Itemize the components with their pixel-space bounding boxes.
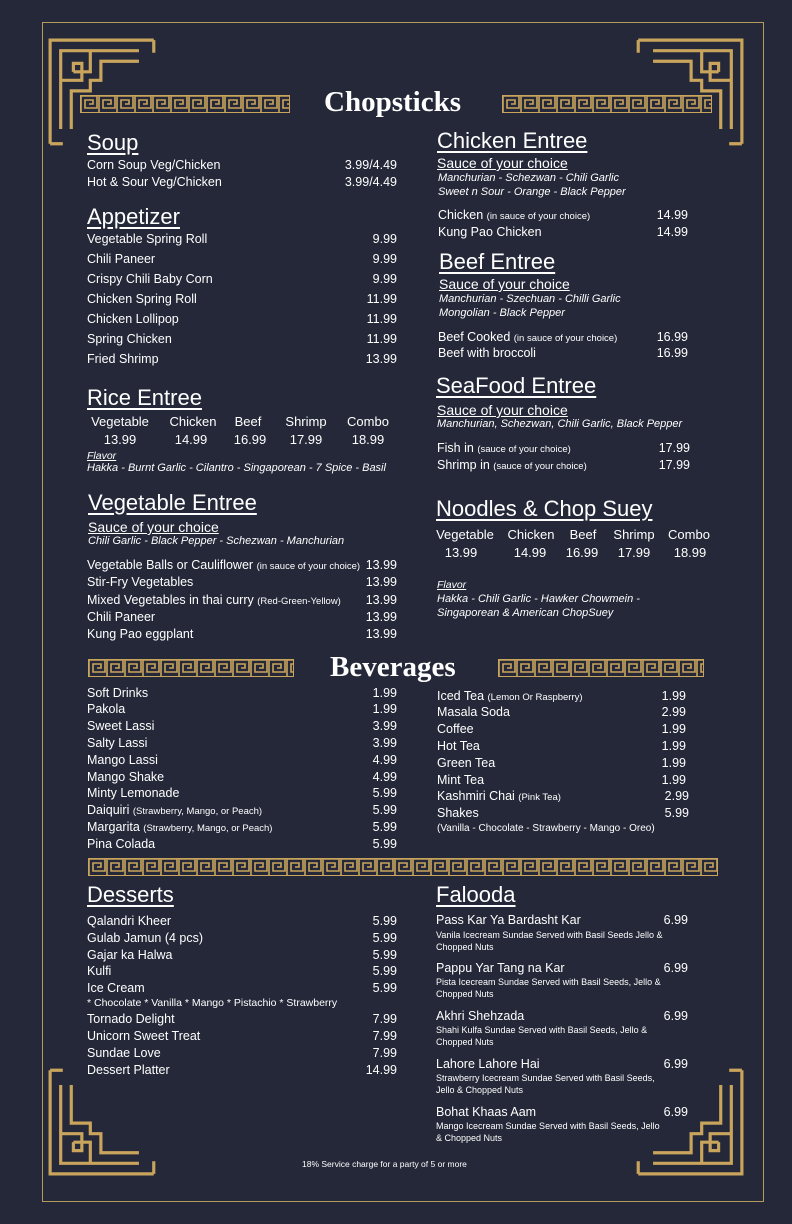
item-price: 6.99 [663,1057,688,1071]
item-price: 9.99 [372,272,397,286]
beverage-item [437,705,686,721]
noodles-prices [433,545,713,561]
item-name: Hot & Sour Veg/Chicken [87,175,222,189]
shakes-flavors: (Vanilla - Chocolate - Strawberry - Mango - Oreo) [437,823,655,834]
menu-item [87,252,397,268]
falooda-item [436,1057,688,1073]
beef-entree-heading: Beef Entree [439,249,556,274]
falooda-item [436,1105,688,1121]
noodles-flavor-label: Flavor [437,579,467,591]
item-name: Soft Drinks [87,686,149,700]
rice-protein-headers [87,414,397,430]
price-value: 17.99 [617,545,651,560]
beverage-item [437,773,686,789]
sauce-label: Sauce of your choice [437,155,568,171]
item-name: Shrimp in (sauce of your choice) [437,458,587,472]
beverage-item [87,719,397,735]
menu-item [87,292,397,308]
item-name: Kung Pao Chicken [438,225,542,239]
vegetable-entree-heading: Vegetable Entree [88,490,257,515]
beverage-item [87,803,397,819]
item-price: 13.99 [365,352,397,366]
item-price: 6.99 [663,1009,688,1023]
item-price: 1.99 [661,773,686,787]
rice-flavors: Hakka - Burnt Garlic - Cilantro - Singaporean - 7 Spice - Basil [87,462,386,474]
item-price: 7.99 [372,1046,397,1060]
item-name: Pakola [87,702,126,716]
menu-item [87,232,397,248]
item-name: Mango Lassi [87,753,158,767]
beverage-item [437,689,686,705]
dessert-item [87,981,397,997]
menu-item [437,458,690,474]
beverages-title: Beverages [330,651,456,683]
item-name: Margarita (Strawberry, Mango, or Peach) [87,820,273,834]
item-price: 2.99 [661,705,686,719]
item-name: Mint Tea [437,773,485,787]
price-value: 18.99 [673,545,707,560]
protein-label: Chicken [507,527,555,542]
sauce-label: Sauce of your choice [439,276,570,292]
item-name: Pass Kar Ya Bardasht Kar [436,913,581,927]
corner-ornament-top-right [634,38,744,148]
item-name: Iced Tea (Lemon Or Raspberry) [437,689,583,703]
dessert-item [87,1046,397,1062]
item-name: Minty Lemonade [87,786,180,800]
menu-item [87,558,397,574]
chicken-entree-heading: Chicken Entree [437,128,588,153]
sauce-options: Manchurian - Szechuan - Chilli Garlic [439,293,621,305]
sauce-options: Manchurian - Schezwan - Chili Garlic [438,172,619,184]
beverage-item [87,686,397,702]
item-name: Bohat Khaas Aam [436,1105,537,1119]
menu-item [87,312,397,328]
item-name: Kung Pao eggplant [87,627,194,641]
soup-heading: Soup [87,130,139,155]
item-name: Fish in (sauce of your choice) [437,441,571,455]
item-price: 16.99 [656,330,688,344]
falooda-description: Shahi Kulfa Sundae Served with Basil Seeds, Jello & Chopped Nuts [436,1025,648,1047]
menu-item [87,158,397,174]
noodles-heading: Noodles & Chop Suey [436,496,653,521]
beverage-item [437,806,689,822]
item-price: 2.99 [664,789,689,803]
price-value: 18.99 [351,432,385,447]
item-name: Hot Tea [437,739,480,753]
beverage-item [87,770,397,786]
item-name: Corn Soup Veg/Chicken [87,158,221,172]
dessert-item [87,1029,397,1045]
item-price: 13.99 [365,593,397,607]
price-value: 13.99 [444,545,478,560]
item-price: 1.99 [661,756,686,770]
item-name: Gulab Jamun (4 pcs) [87,931,204,945]
beverage-item [87,702,397,718]
item-price: 7.99 [372,1012,397,1026]
falooda-description: Strawberry Icecream Sundae Served with Basil Seeds, Jello & Chopped Nuts [436,1073,655,1095]
item-name: Green Tea [437,756,496,770]
item-name: Beef with broccoli [438,346,536,360]
beverages-band-right [498,659,704,677]
item-price: 13.99 [365,610,397,624]
dessert-item [87,964,397,980]
noodles-protein-headers [433,527,713,543]
beverage-item [87,786,397,802]
item-price: 5.99 [372,837,397,851]
item-price: 5.99 [664,806,689,820]
beverage-item [437,739,686,755]
protein-label: Combo [347,414,389,429]
item-price: 14.99 [656,208,688,222]
protein-label: Shrimp [285,414,327,429]
menu-item [87,352,397,368]
item-name: Chili Paneer [87,252,156,266]
sauce-options: Manchurian, Schezwan, Chili Garlic, Black Pepper [437,418,683,430]
item-price: 3.99/4.49 [344,175,397,189]
protein-label: Beef [234,414,262,429]
sauce-options: Chili Garlic - Black Pepper - Schezwan - Manchurian [88,535,345,547]
item-name: Crispy Chili Baby Corn [87,272,213,286]
item-price: 7.99 [372,1029,397,1043]
item-price: 11.99 [366,292,397,306]
price-value: 14.99 [174,432,208,447]
item-price: 13.99 [365,627,397,641]
menu-item [87,575,397,591]
item-price: 3.99 [372,736,397,750]
item-price: 17.99 [658,458,690,472]
title-band-right [502,95,712,113]
item-name: Fried Shrimp [87,352,159,366]
menu-item [438,208,688,224]
item-name: Chicken (in sauce of your choice) [438,208,591,222]
item-name: Qalandri Kheer [87,914,172,928]
dessert-item [87,914,397,930]
beverage-item [437,722,686,738]
falooda-item [436,961,688,977]
noodles-flavors: Hakka - Chili Garlic - Hawker Chowmein - [437,593,640,605]
desserts-band [88,858,718,876]
item-name: Masala Soda [437,705,510,719]
item-name: Sundae Love [87,1046,161,1060]
item-price: 5.99 [372,948,397,962]
item-name: Vegetable Spring Roll [87,232,208,246]
item-price: 13.99 [365,558,397,572]
item-price: 1.99 [372,686,397,700]
item-price: 5.99 [372,981,397,995]
item-price: 6.99 [663,913,688,927]
item-price: 1.99 [372,702,397,716]
falooda-description: Mango Icecream Sundae Served with Basil Seeds, Jello & Chopped Nuts [436,1121,660,1143]
item-name: Tornado Delight [87,1012,175,1026]
price-value: 17.99 [289,432,323,447]
item-name: Daiquiri (Strawberry, Mango, or Peach) [87,803,263,817]
beverage-item [87,820,397,836]
item-price: 5.99 [372,964,397,978]
price-value: 13.99 [103,432,137,447]
protein-label: Beef [569,527,597,542]
item-price: 13.99 [365,575,397,589]
corner-ornament-bottom-left [48,1066,158,1176]
item-name: Sweet Lassi [87,719,155,733]
beverage-item [437,756,686,772]
dessert-item [87,948,397,964]
item-name: Mango Shake [87,770,165,784]
item-name: Gajar ka Halwa [87,948,173,962]
item-price: 16.99 [656,346,688,360]
item-price: 5.99 [372,931,397,945]
item-name: Dessert Platter [87,1063,170,1077]
item-price: 5.99 [372,820,397,834]
beverage-item [87,753,397,769]
item-price: 17.99 [658,441,690,455]
item-name: Salty Lassi [87,736,148,750]
rice-flavor-label: Flavor [87,450,117,462]
item-name: Pina Colada [87,837,156,851]
protein-label: Vegetable [436,527,494,542]
item-name: Coffee [437,722,474,736]
protein-label: Chicken [169,414,217,429]
beverage-item [87,837,397,853]
item-price: 1.99 [661,739,686,753]
sauce-options: Sweet n Sour - Orange - Black Pepper [438,186,626,198]
item-name: Pappu Yar Tang na Kar [436,961,565,975]
item-price: 9.99 [372,252,397,266]
item-name: Chicken Lollipop [87,312,179,326]
price-value: 16.99 [565,545,599,560]
sauce-label: Sauce of your choice [88,519,219,535]
item-price: 9.99 [372,232,397,246]
menu-item [87,332,397,348]
desserts-heading: Desserts [87,882,174,907]
dessert-item [87,1063,397,1079]
falooda-description: Pista Icecream Sundae Served with Basil Seeds, Jello & Chopped Nuts [436,977,661,999]
rice-prices [87,432,397,448]
item-name: Ice Cream [87,981,145,995]
item-price: 11.99 [366,312,397,326]
item-price: 3.99/4.49 [344,158,397,172]
item-price: 14.99 [365,1063,397,1077]
item-price: 1.99 [661,689,686,703]
item-name: Beef Cooked (in sauce of your choice) [438,330,618,344]
item-name: Spring Chicken [87,332,172,346]
seafood-entree-heading: SeaFood Entree [436,373,597,398]
item-name: Kashmiri Chai (Pink Tea) [437,789,561,803]
menu-item [437,441,690,457]
menu-item [87,175,397,191]
beverages-band-left [88,659,294,677]
protein-label: Shrimp [613,527,655,542]
dessert-item [87,931,397,947]
rice-entree-heading: Rice Entree [87,385,202,410]
menu-item [438,346,688,362]
noodles-flavors: Singaporean & American ChopSuey [437,607,614,619]
item-name: Chicken Spring Roll [87,292,197,306]
item-price: 1.99 [661,722,686,736]
item-price: 5.99 [372,914,397,928]
price-value: 16.99 [233,432,267,447]
item-name: Lahore Lahore Hai [436,1057,540,1071]
menu-item [438,330,688,346]
menu-item [87,627,397,643]
item-name: Kulfi [87,964,112,978]
falooda-heading: Falooda [436,882,516,907]
item-price: 14.99 [656,225,688,239]
menu-item [87,610,397,626]
falooda-item [436,913,688,929]
item-price: 4.99 [372,770,397,784]
item-name: Akhri Shehzada [436,1009,525,1023]
sauce-options: Mongolian - Black Pepper [439,307,565,319]
menu-item [438,225,688,241]
item-name: Chili Paneer [87,610,156,624]
beverage-item [87,736,397,752]
item-name: Unicorn Sweet Treat [87,1029,201,1043]
sauce-label: Sauce of your choice [437,402,568,418]
item-name: Shakes [437,806,479,820]
item-name: Mixed Vegetables in thai curry (Red-Green-Yellow) [87,593,341,607]
falooda-item [436,1009,688,1025]
dessert-item [87,1012,397,1028]
beverage-item [437,789,689,805]
item-price: 6.99 [663,961,688,975]
appetizer-heading: Appetizer [87,204,180,229]
item-price: 4.99 [372,753,397,767]
item-price: 3.99 [372,719,397,733]
item-price: 11.99 [366,332,397,346]
title-band-left [80,95,290,113]
protein-label: Vegetable [91,414,149,429]
falooda-description: Vanila Icecream Sundae Served with Basil Seeds Jello & Chopped Nuts [436,930,663,952]
protein-label: Combo [668,527,710,542]
item-name: Vegetable Balls or Cauliflower (in sauce of your choice) [87,558,361,572]
item-price: 5.99 [372,803,397,817]
item-name: Stir-Fry Vegetables [87,575,194,589]
price-value: 14.99 [513,545,547,560]
icecream-flavors: * Chocolate * Vanilla * Mango * Pistachio * Strawberry [87,997,338,1009]
menu-item [87,272,397,288]
restaurant-title: Chopsticks [324,86,461,118]
item-price: 5.99 [372,786,397,800]
service-charge-note: 18% Service charge for a party of 5 or more [302,1159,467,1169]
menu-item [87,593,397,609]
item-price: 6.99 [663,1105,688,1119]
